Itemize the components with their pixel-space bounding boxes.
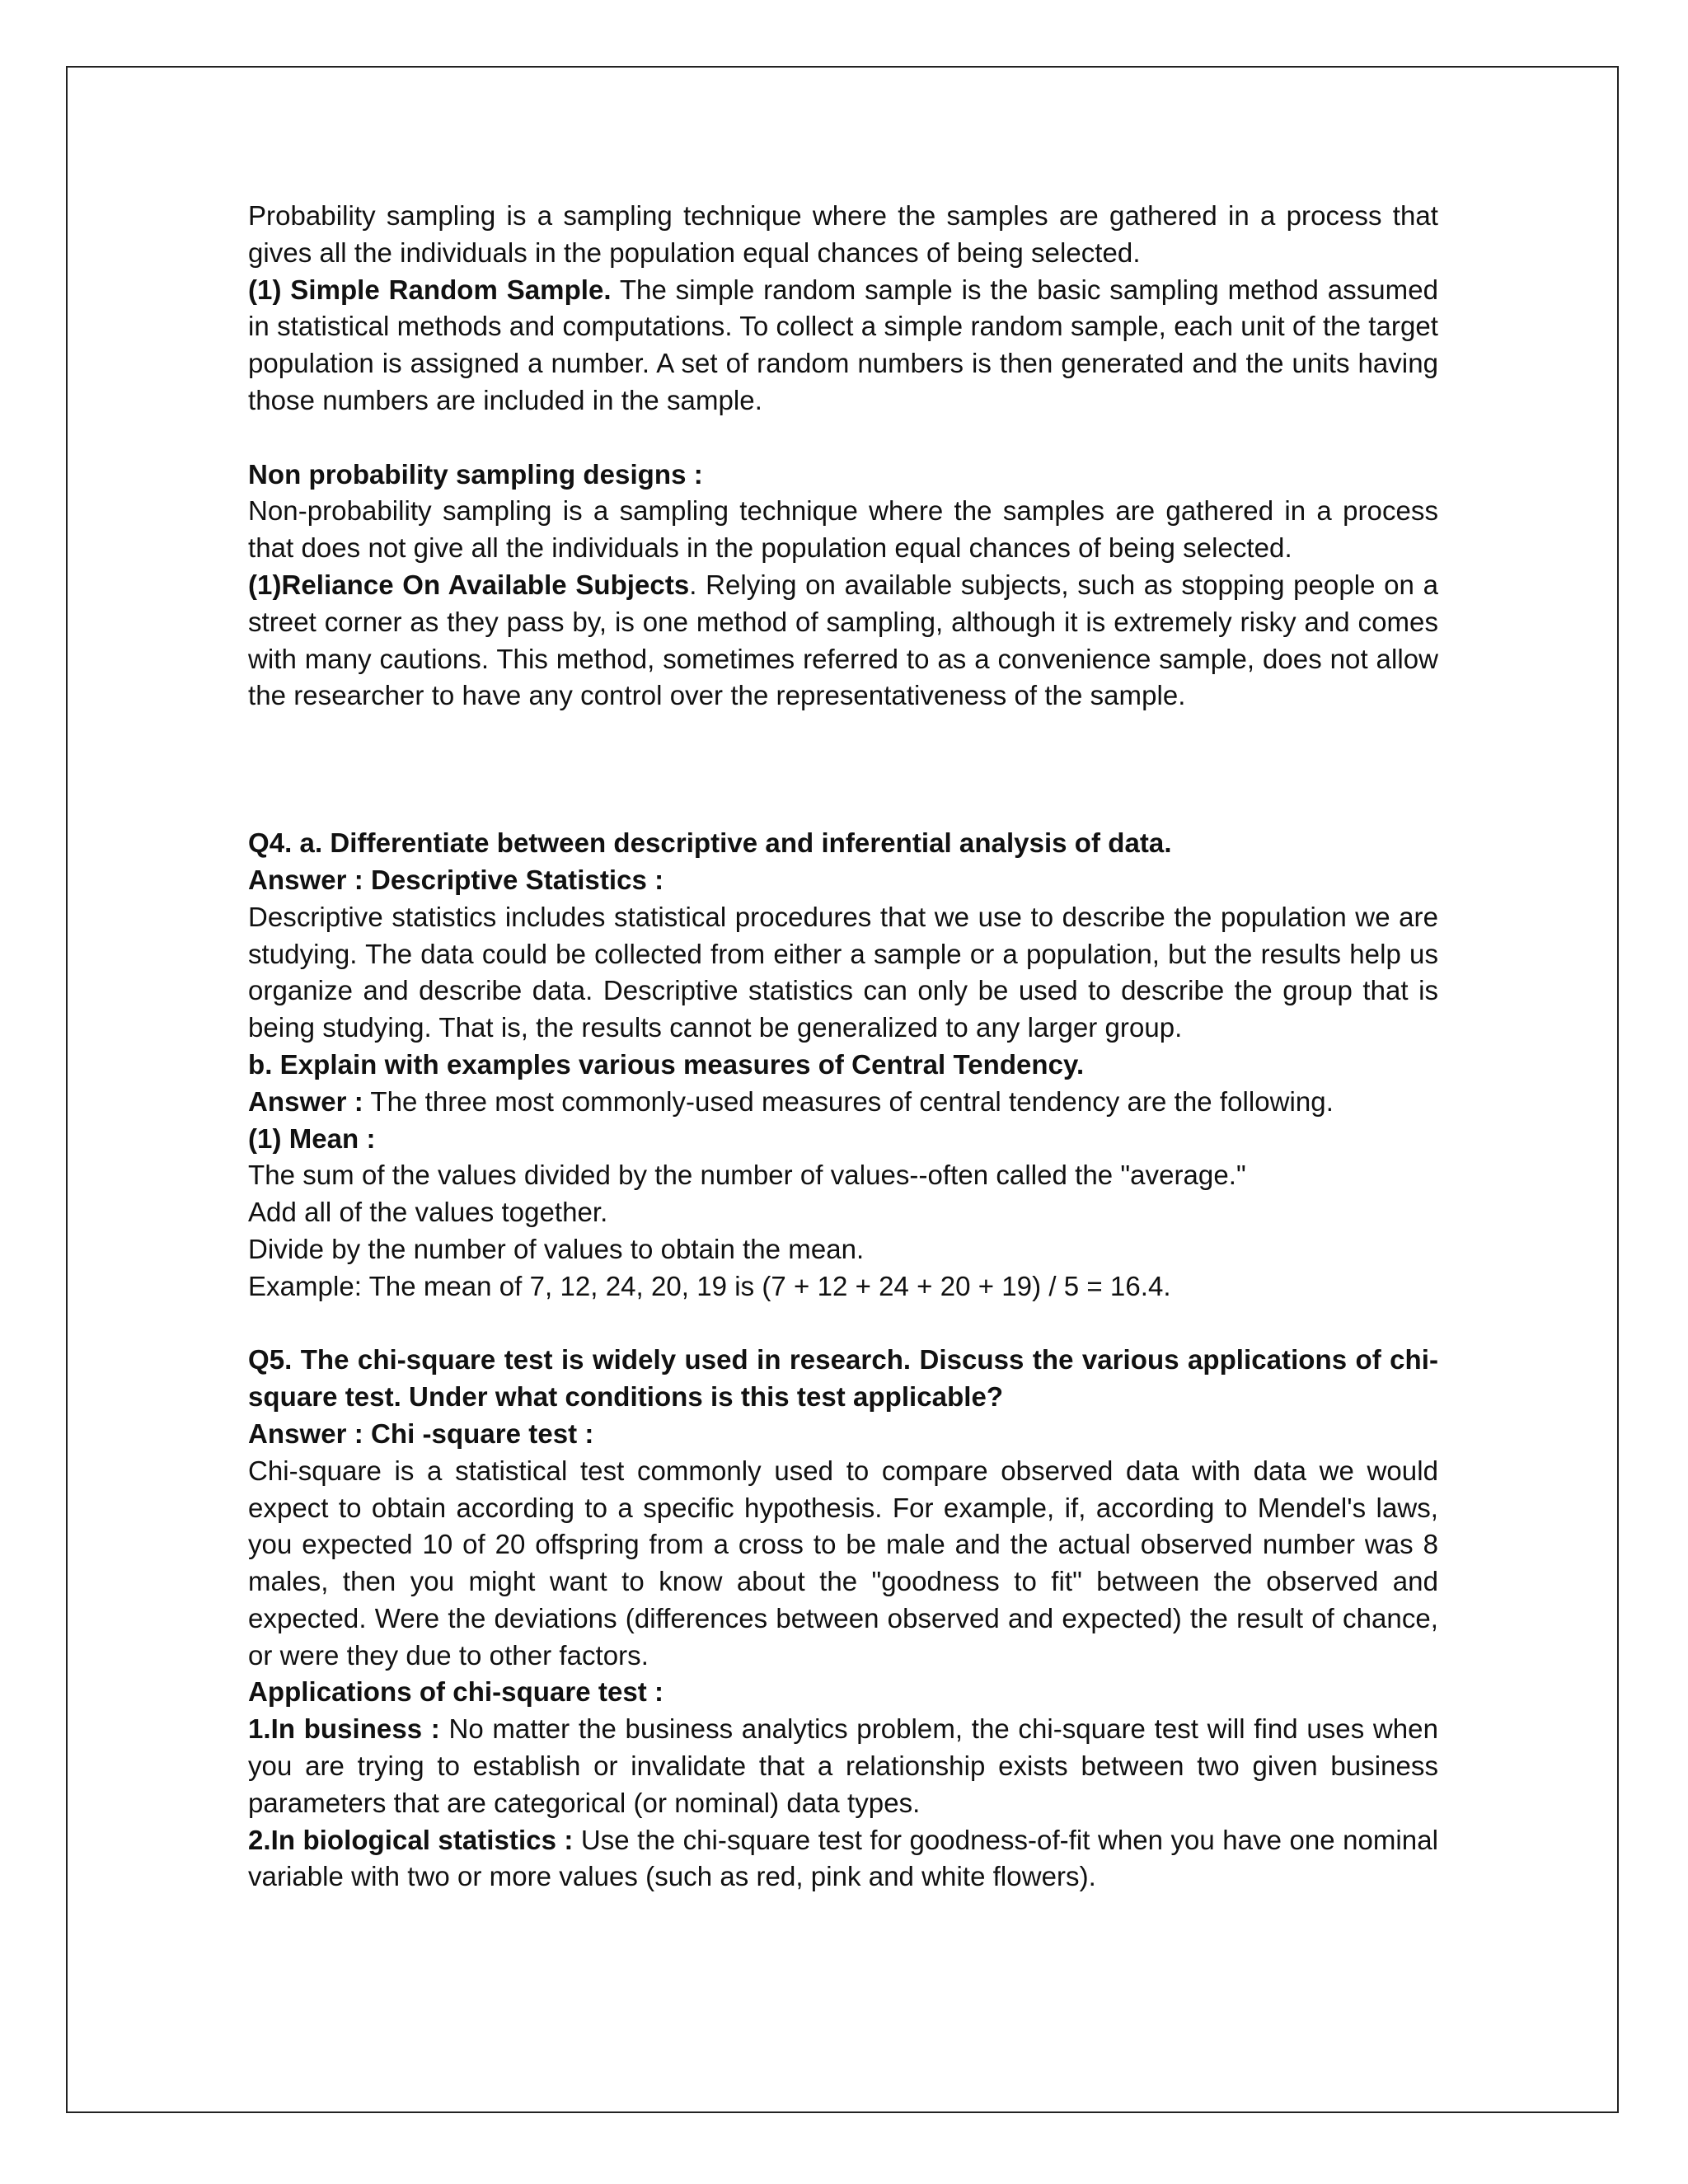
simple-random-sample-text: The simple random sample is the basic sampling method assumed in statistical methods and computations. To collect a simple random sample, each unit of the target population is assigned a number. A set of random numbers is then generated and the units having those numbers are included in the sample. [248,274,1438,415]
application-business [248,1711,1438,1821]
q5-answer-heading: Answer : Chi -square test : [248,1418,594,1449]
mean-heading: (1) Mean : [248,1122,376,1154]
non-probability-heading: Non probability sampling designs : [248,458,703,490]
application-biological-text: Use the chi-square test for goodness-of-fit when you have one nominal variable with two or more values (such as red, pink and white flowers). [248,1824,1438,1892]
q5-question: Q5. The chi-square test is widely used in research. Discuss the various applications of chi-square test. Under what conditions is this test applicable? [248,1344,1438,1413]
simple-random-sample-heading: (1) Simple Random Sample. [248,274,612,305]
mean-example: Example: The mean of 7, 12, 24, 20, 19 is (7 + 12 + 24 + 20 + 19) / 5 = 16.4. [248,1270,1171,1301]
application-biological-label: 2.In biological statistics : [248,1824,574,1855]
q4-answer-b-text: The three most commonly-used measures of central tendency are the following. [363,1085,1334,1117]
q4-answer-b-label: Answer : [248,1085,363,1117]
spacer [248,1305,1438,1343]
application-business-label: 1.In business : [248,1713,440,1745]
mean-line: Add all of the values together. [248,1197,608,1228]
reliance-paragraph [248,567,1438,715]
reliance-text: . Relying on available subjects, such as stopping people on a street corner as they pass by, is one method of sampling, although it is extremely risky and comes with many cautions. This method, sometimes referred to as a convenience sample, does not allow the researcher to have any control over the representativeness of the sample. [248,569,1438,711]
q4-question-a: Q4. a. Differentiate between descriptive and inferential analysis of data. [248,827,1172,859]
reliance-heading: (1)Reliance On Available Subjects [248,569,690,600]
document-body [248,198,1438,1896]
spacer [248,715,1438,825]
mean-line: The sum of the values divided by the number of values--often called the "average." [248,1160,1246,1191]
spacer [248,419,1438,457]
application-biological [248,1822,1438,1896]
q4-question-b: b. Explain with examples various measures of Central Tendency. [248,1048,1085,1080]
simple-random-sample-paragraph [248,272,1438,419]
mean-line: Divide by the number of values to obtain the mean. [248,1233,865,1264]
probability-intro: Probability sampling is a sampling technique where the samples are gathered in a process that gives all the individuals in the population equal chances of being selected. [248,200,1438,268]
q4-answer-a-heading: Answer : Descriptive Statistics : [248,864,664,895]
non-probability-intro: Non-probability sampling is a sampling technique where the samples are gathered in a process that does not give all the individuals in the population equal chances of being selected. [248,495,1438,564]
q4-answer-a-text: Descriptive statistics includes statistical procedures that we use to describe the population we are studying. The data could be collected from either a sample or a population, but the results help us organize and describe data. Descriptive statistics can only be used to describe the group that is being studying. That is, the results cannot be generalized to any larger group. [248,901,1438,1043]
q4-answer-b [248,1084,1438,1121]
q5-answer-text: Chi-square is a statistical test commonly used to compare observed data with data we would expect to obtain according to a specific hypothesis. For example, if, according to Mendel's laws, you expected 10 of 20 offspring from a cross to be male and the actual observed number was 8 males, then you might want to know about the "goodness to fit" between the observed and expected. Were the deviations (differences between observed and expected) the result of chance, or were they due to other factors. [248,1455,1438,1671]
application-business-text: No matter the business analytics problem, the chi-square test will find uses when you are trying to establish or invalidate that a relationship exists between two given business parameters that are categorical (or nominal) data types. [248,1713,1438,1818]
applications-heading: Applications of chi-square test : [248,1676,664,1708]
